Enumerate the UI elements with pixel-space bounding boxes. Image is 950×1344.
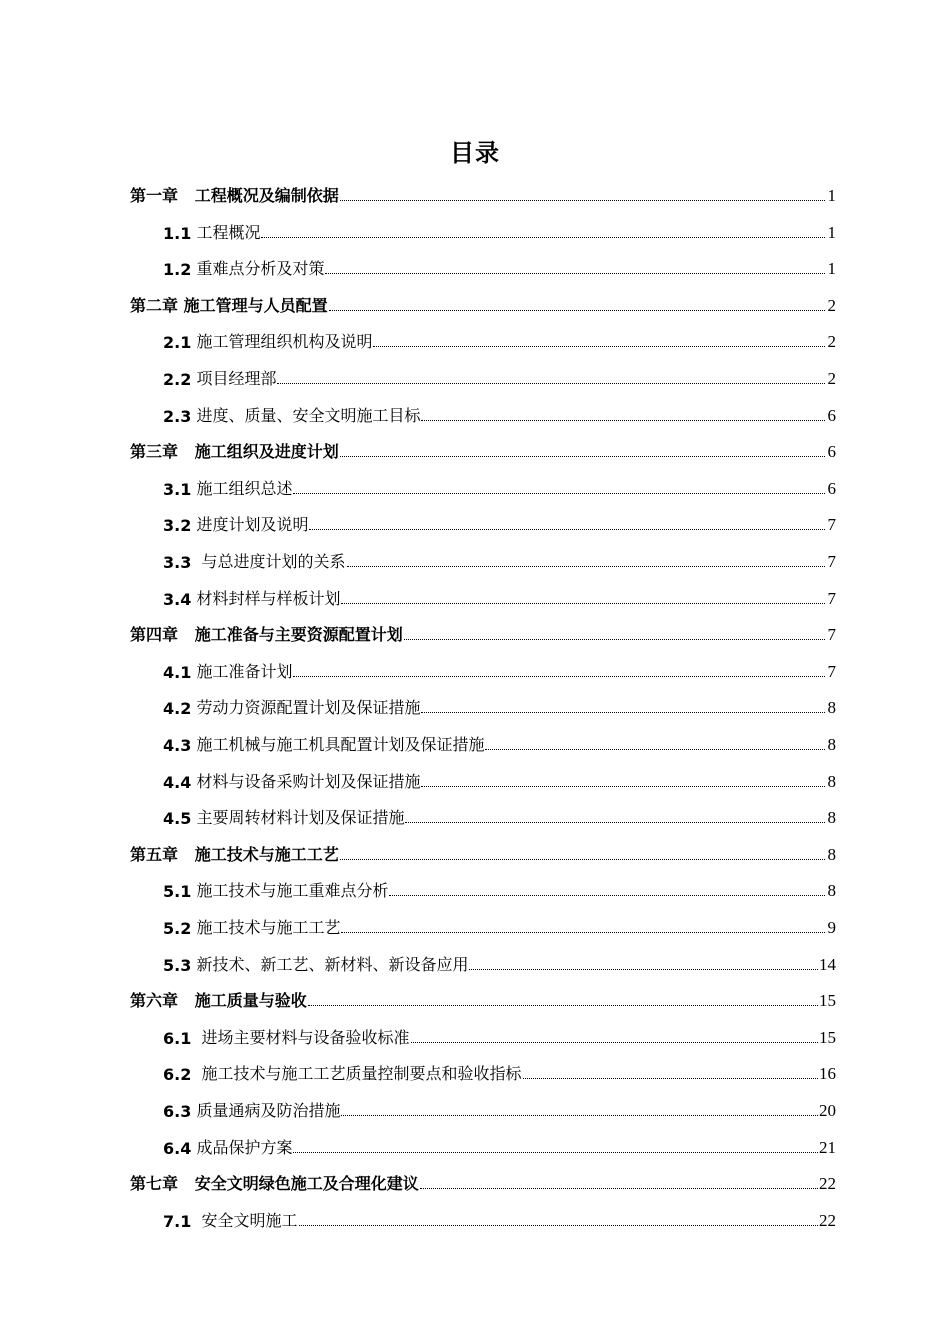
toc-entry-number: 2.1 [163, 333, 192, 353]
toc-chapter-entry[interactable] [0, 975, 836, 1011]
toc-entry-title: 施工技术与施工重难点分析 [196, 881, 389, 901]
toc-page-number: 7 [827, 515, 836, 535]
toc-entry-title: 进度、质量、安全文明施工目标 [196, 405, 421, 425]
toc-page-number: 7 [827, 625, 836, 645]
toc-entry-title: 施工技术与施工工艺 [194, 844, 339, 864]
toc-entry-gap [178, 992, 195, 1011]
dot-leader [277, 383, 825, 384]
toc-entry-gap [191, 553, 201, 572]
toc-entry-title: 施工管理组织机构及说明 [196, 332, 373, 352]
toc-entry-number: 第六章 [130, 991, 179, 1011]
toc-entry-gap [178, 443, 195, 462]
toc-section-entry[interactable] [0, 316, 836, 352]
toc-entry-title: 施工管理与人员配置 [183, 295, 328, 315]
toc-page-number: 6 [827, 478, 836, 498]
toc-entry-number: 3.3 [163, 553, 192, 572]
dot-leader [469, 969, 818, 970]
toc-section-entry[interactable] [0, 646, 836, 682]
dot-leader [293, 676, 825, 677]
dot-leader [404, 639, 825, 640]
toc-entry-number: 第三章 [130, 442, 179, 462]
toc-page-number: 6 [827, 442, 836, 462]
toc-entry-number: 3.2 [163, 516, 192, 536]
dot-leader [341, 932, 825, 933]
toc-entry-number: 3.4 [163, 589, 192, 609]
toc-chapter-entry[interactable] [0, 426, 836, 462]
toc-entry-title: 成品保护方案 [196, 1137, 293, 1157]
toc-section-entry[interactable] [0, 390, 836, 426]
toc-page-number: 8 [827, 808, 836, 828]
dot-leader [405, 822, 825, 823]
toc-entry-title: 施工准备与主要资源配置计划 [194, 625, 403, 645]
dot-leader [325, 273, 825, 274]
toc-entry-title: 材料封样与样板计划 [196, 588, 341, 608]
toc-entry-number: 第七章 [130, 1174, 179, 1194]
toc-chapter-entry[interactable] [0, 280, 836, 316]
toc-section-entry[interactable] [0, 792, 836, 828]
toc-entry-title: 工程概况 [196, 222, 261, 242]
toc-section-entry[interactable] [0, 499, 836, 535]
toc-page-number: 8 [827, 698, 836, 718]
toc-page-number: 1 [827, 222, 836, 242]
toc-title: 目录 [450, 139, 500, 167]
toc-page-number: 2 [827, 295, 836, 315]
toc-page-number: 8 [827, 771, 836, 791]
toc-section-entry[interactable] [0, 243, 836, 279]
toc-section-entry[interactable] [0, 1048, 836, 1084]
toc-chapter-entry[interactable] [0, 1158, 836, 1194]
toc-entry-title: 施工组织及进度计划 [194, 442, 339, 462]
toc-page-number: 8 [827, 881, 836, 901]
toc-entry-title: 安全文明绿色施工及合理化建议 [194, 1174, 419, 1194]
dot-leader [329, 310, 825, 311]
toc-entry-gap [191, 1029, 201, 1048]
toc-page-number: 7 [827, 588, 836, 608]
toc-entry-number: 5.3 [163, 955, 192, 975]
dot-leader [299, 1225, 818, 1226]
toc-entry-gap [178, 1175, 195, 1194]
dot-leader [340, 456, 825, 457]
toc-section-entry[interactable] [0, 939, 836, 975]
toc-entry-gap [178, 187, 195, 206]
toc-section-entry[interactable] [0, 1012, 836, 1048]
toc-entry-title: 材料与设备采购计划及保证措施 [196, 771, 421, 791]
toc-entry-title: 安全文明施工 [201, 1210, 298, 1230]
toc-entry-number: 6.1 [163, 1028, 192, 1048]
toc-section-entry[interactable] [0, 463, 836, 499]
toc-section-entry[interactable] [0, 865, 836, 901]
toc-entry-number: 第二章 [130, 295, 179, 315]
toc-page-number: 14 [819, 954, 836, 974]
toc-page-number: 2 [827, 332, 836, 352]
dot-leader [293, 493, 825, 494]
toc-section-entry[interactable] [0, 1195, 836, 1231]
toc-entry-number: 6.3 [163, 1102, 192, 1121]
toc-page-number: 7 [827, 552, 836, 571]
toc-entry-title: 项目经理部 [196, 369, 277, 388]
dot-leader [309, 529, 825, 530]
toc-entry-gap [191, 1065, 201, 1084]
dot-leader [340, 859, 825, 860]
toc-entry-title: 施工机械与施工机具配置计划及保证措施 [196, 735, 485, 754]
toc-entry-number: 2.3 [163, 406, 192, 426]
dot-leader [421, 712, 825, 713]
toc-entry-number: 6.2 [163, 1065, 192, 1085]
toc-page-number: 21 [819, 1137, 836, 1157]
toc-page-number: 6 [827, 405, 836, 425]
dot-leader [411, 1042, 818, 1043]
toc-entry-title: 与总进度计划的关系 [201, 552, 346, 571]
dot-leader [389, 895, 825, 896]
toc-page-number: 8 [827, 735, 836, 754]
toc-page-number: 8 [827, 844, 836, 864]
dot-leader [373, 346, 825, 347]
toc-page-number: 22 [819, 1174, 836, 1194]
toc-entry-title: 工程概况及编制依据 [194, 186, 339, 205]
dot-leader [420, 1188, 818, 1189]
toc-page-number: 9 [827, 918, 836, 937]
dot-leader [523, 1078, 818, 1079]
toc-entry-gap [178, 626, 195, 645]
dot-leader [347, 566, 825, 567]
toc-entry-number: 3.1 [163, 479, 192, 499]
toc-section-entry[interactable] [0, 1085, 836, 1121]
toc-section-entry[interactable] [0, 573, 836, 609]
toc-entry-title: 新技术、新工艺、新材料、新设备应用 [196, 954, 469, 974]
toc-entry-title: 主要周转材料计划及保证措施 [196, 808, 405, 828]
toc-entry-title: 进度计划及说明 [196, 515, 309, 535]
toc-entry-title: 劳动力资源配置计划及保证措施 [196, 698, 421, 718]
toc-entry-title: 施工技术与施工工艺质量控制要点和验收指标 [201, 1064, 522, 1084]
toc-section-entry[interactable] [0, 536, 836, 572]
toc-entry-title: 施工组织总述 [196, 478, 293, 498]
toc-entry-title: 施工质量与验收 [194, 991, 307, 1011]
toc-entry-number: 6.4 [163, 1138, 192, 1158]
toc-entry-gap [191, 1212, 201, 1231]
toc-entry-title: 质量通病及防治措施 [196, 1101, 341, 1120]
toc-chapter-entry[interactable] [0, 609, 836, 645]
toc-entry-gap [178, 846, 195, 865]
dot-leader [308, 1005, 818, 1006]
dot-leader [293, 1152, 818, 1153]
toc-page-number: 20 [819, 1101, 836, 1120]
toc-page-number: 15 [819, 1027, 836, 1047]
toc-entry-number: 4.3 [163, 736, 192, 755]
toc-page-number: 2 [827, 369, 836, 388]
toc-entry-number: 4.2 [163, 699, 192, 719]
dot-leader [341, 603, 825, 604]
toc-entry-number: 1.2 [163, 260, 192, 280]
toc-section-entry[interactable] [0, 902, 836, 938]
toc-section-entry[interactable] [0, 207, 836, 243]
toc-entry-title: 施工准备计划 [196, 661, 293, 681]
toc-entry-number: 7.1 [163, 1211, 192, 1231]
toc-entry-title: 施工技术与施工工艺 [196, 918, 341, 937]
dot-leader [340, 200, 825, 201]
toc-page-number: 16 [819, 1064, 836, 1084]
toc-entry-title: 进场主要材料与设备验收标准 [201, 1027, 410, 1047]
toc-section-entry[interactable] [0, 682, 836, 718]
dot-leader [485, 749, 825, 750]
dot-leader [421, 420, 825, 421]
dot-leader [261, 237, 825, 238]
toc-entry-number: 第五章 [130, 844, 179, 864]
toc-entry-number: 第四章 [130, 625, 179, 645]
toc-chapter-entry[interactable] [0, 170, 836, 206]
toc-page-number: 7 [827, 661, 836, 681]
toc-entry-number: 4.1 [163, 662, 192, 682]
toc-entry-number: 2.2 [163, 370, 192, 389]
toc-page-number: 1 [827, 186, 836, 205]
toc-page-number: 1 [827, 259, 836, 279]
toc-entry-number: 5.1 [163, 882, 192, 902]
toc-entry-number: 第一章 [130, 186, 179, 205]
toc-section-entry[interactable] [0, 719, 836, 755]
toc-page-number: 15 [819, 991, 836, 1011]
toc-chapter-entry[interactable] [0, 829, 836, 865]
toc-section-entry[interactable] [0, 353, 836, 389]
toc-entry-number: 1.1 [163, 223, 192, 243]
toc-entry-title: 重难点分析及对策 [196, 259, 325, 279]
toc-section-entry[interactable] [0, 756, 836, 792]
dot-leader [341, 1115, 818, 1116]
toc-entry-number: 4.5 [163, 809, 192, 829]
dot-leader [421, 786, 825, 787]
toc-entry-number: 5.2 [163, 919, 192, 938]
toc-page-number: 22 [819, 1210, 836, 1230]
toc-section-entry[interactable] [0, 1122, 836, 1158]
toc-entry-number: 4.4 [163, 772, 192, 792]
